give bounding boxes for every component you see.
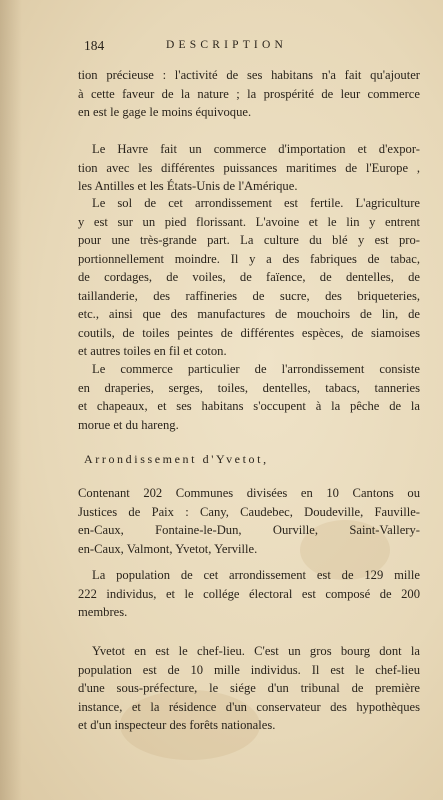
text-line: Contenant 202 Communes divisées en 10 Cantons ou xyxy=(78,486,420,500)
running-head: DESCRIPTION xyxy=(166,39,287,51)
text-line: en est le gage le moins équivoque. xyxy=(78,105,252,119)
text-line: morue et du hareng. xyxy=(78,417,179,432)
section-heading: Arrondissement d'Yvetot, xyxy=(84,452,269,466)
text-line: Le sol de cet arrondissement est fertile. L'agriculture xyxy=(92,196,420,210)
text-line: Yvetot en est le chef-lieu. C'est un gros bourg dont la xyxy=(92,644,420,658)
page-header xyxy=(84,38,414,56)
text-line: population est de 10 mille individus. Il est le chef-lieu xyxy=(78,662,420,677)
text-line: pour une très-grande part. La culture du blé y est pro- xyxy=(78,233,420,247)
paragraph xyxy=(78,194,420,361)
text-line: Le Havre fait un commerce d'importation et d'expor- xyxy=(92,142,420,156)
text-line: à cette faveur de la nature ; la prospérité de leur commerce xyxy=(78,86,420,101)
text-line: 222 individus, et le collége électoral est composé de 200 xyxy=(78,586,420,601)
text-line: et chapeaux, et ses habitans s'occupent à la pêche de la xyxy=(78,399,420,413)
text-line: instance, et la résidence d'un conservateur des hypothèques xyxy=(78,699,420,714)
text-line: tion précieuse : l'activité de ses habitans n'a fait qu'ajouter xyxy=(78,68,420,82)
text-line: La population de cet arrondissement est de 129 mille xyxy=(92,568,420,582)
text-line: en-Caux, Valmont, Yvetot, Yerville. xyxy=(78,541,258,556)
text-line: d'une sous-préfecture, le siége d'un tribunal de première xyxy=(78,681,420,695)
paragraph xyxy=(78,566,420,622)
text-line: y est sur un pied florissant. L'avoine et le lin y entrent xyxy=(78,214,420,229)
text-line: en-Caux, Fontaine-le-Dun, Ourville, Saint-Vallery- xyxy=(78,523,420,537)
text-line: de cordages, de voiles, de faïence, de dentelles, de xyxy=(78,270,420,284)
paragraph xyxy=(78,484,420,558)
text-line: en draperies, serges, toiles, dentelles, tabacs, tanneries xyxy=(78,380,420,395)
text-line: Justices de Paix : Cany, Caudebec, Doudeville, Fauville- xyxy=(78,504,420,519)
text-line: Le commerce particulier de l'arrondissement consiste xyxy=(92,362,420,376)
text-line: portionnellement moindre. Il y a des fabriques de tabac, xyxy=(78,251,420,266)
text-line: et d'un inspecteur des forêts nationales. xyxy=(78,718,276,732)
text-line: coutils, de toiles peintes de différentes espèces, de siamoises xyxy=(78,325,420,340)
page-number: 184 xyxy=(84,38,105,53)
paragraph xyxy=(78,360,420,434)
paragraph xyxy=(78,642,420,735)
paragraph xyxy=(78,66,420,122)
paragraph xyxy=(78,140,420,196)
text-line: taillanderie, des raffineries de sucre, des briqueteries, xyxy=(78,288,420,303)
text-line: et autres toiles en fil et coton. xyxy=(78,344,227,358)
text-line: tion avec les différentes puissances maritimes de l'Europe , xyxy=(78,160,420,175)
text-line: les Antilles et les États-Unis de l'Amérique. xyxy=(78,179,298,193)
text-line: membres. xyxy=(78,605,128,619)
text-line: etc., ainsi que des manufactures de mouchoirs de lin, de xyxy=(78,307,420,321)
